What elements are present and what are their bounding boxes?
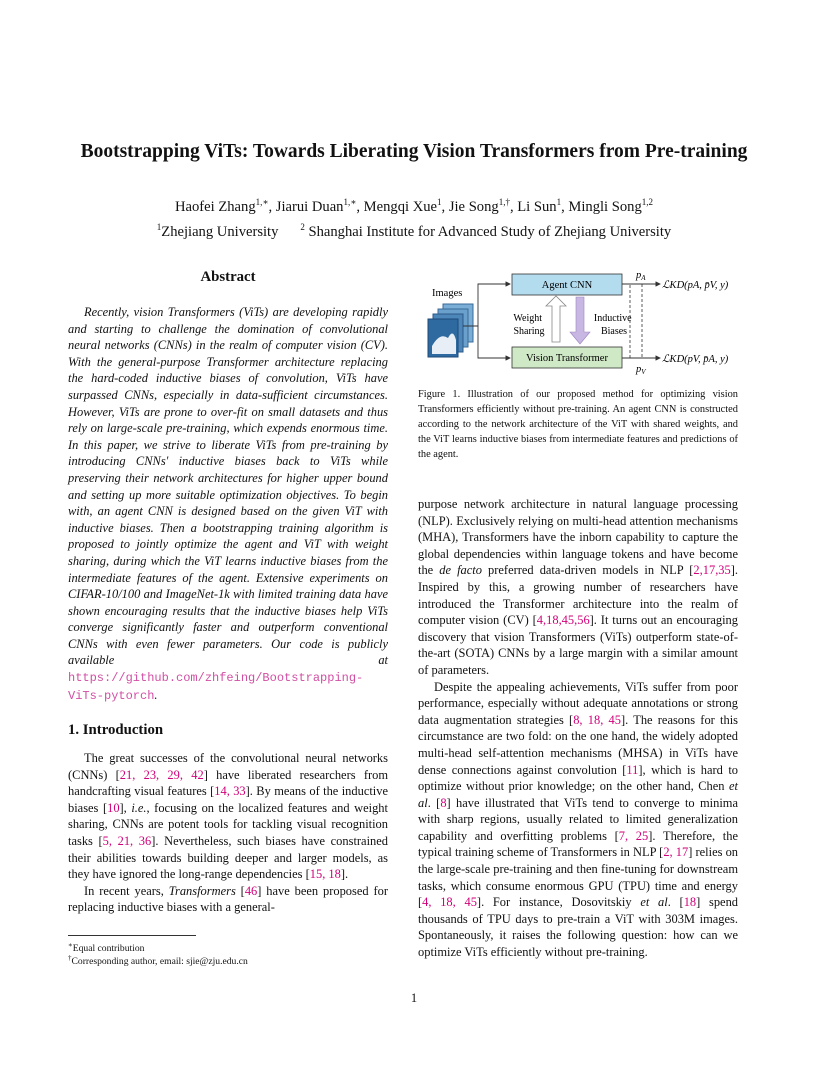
paragraph: Despite the appealing achievements, ViTs suffer from poor performance, especially without adequate annotations or strong data augmentation strategies [8, 18, 45]. The reasons for this circumstance are two fold: on the one hand, the widely adopted multi-head self-attention mechanisms (MHSA) in ViTs have dense connections against convolution [11], which is hard to optimize without prior knowledge; on the other hand, Chen et al. [8] have illustrated that ViTs tend to converge to minima with sharp regions, usually related to limited generalization capability and overfitting problems [7, 25]. Therefore, the typical training scheme of Transformers in NLP [2, 17] relies on the large-scale pre-training and then fine-tuning for downstream tasks, which consume enormous GPU (TPU) time and energy [4, 18, 45]. For instance, Dosovitskiy et al. [18] spend thousands of TPU days to pre-train a ViT with 303M images. Spontaneously, it raises the following question: how can we optimize ViTs efficiently without pre-training.	[418, 679, 739, 960]
intro-left-column	[68, 750, 388, 916]
paragraph: purpose network architecture in natural language processing (NLP). Exclusively relying on multi-head attention mechanisms (MHA), Transformers have the inborn capability to capture the global dependencies within language tokens and have become the de facto preferred data-driven models in NLP [2,17,35]. Inspired by this, a growing number of researchers have introduced the Transformer architecture into the realm of computer vision (CV) [4,18,45,56]. It turns out an encouraging discovery that vision Transformers (ViTs) outperform state-of-the-art (SOTA) CNNs by a large margin with a similar amount of parameters.	[418, 497, 738, 677]
citation-link[interactable]: 14, 33	[214, 784, 246, 799]
image-stack-icon	[428, 304, 473, 357]
loss-kd-vit: ℒKD(pV, p̄A, y)	[662, 354, 729, 365]
abstract-body: Recently, vision Transformers (ViTs) are developing rapidly and starting to challenge the domination of convolutional neural networks (CNNs) in the realm of computer vision (CV). With the general-purpose Transformer architecture replacing the hard-coded inductive biases of convolution, ViTs have surpassed CNNs, especially in data-sufficient circumstances. However, ViTs are prone to over-fit on small datasets and thus rely on large-scale pre-training, which expends enormous time. In this paper, we strive to liberate ViTs from pre-training by introducing CNNs' inductive biases back to ViTs while preserving their network architectures for higher upper bound and setting up more suitable optimization objectives. To begin with, an agent CNN is designed based on the given ViT with inductive biases. Then a bootstrapping training algorithm is proposed to jointly optimize the agent and ViT with weight sharing, during which the ViT learns inductive biases from the intermediate features of the agent. Extensive experiments on CIFAR-10/100 and ImageNet-1k with limited training data have shown encouraging results that the inductive biases help ViTs converge significantly faster and outperform conventional CNNs with even fewer parameters. Our code is publicly available at https://github.com/zhfeing/Bootstrapping-ViTs-pytorch.	[68, 305, 388, 703]
citation-link[interactable]: 15, 18	[309, 867, 341, 882]
weight-sharing-arrow	[546, 296, 566, 342]
paragraph: The great successes of the convolutional neural networks (CNNs) [21, 23, 29, 42] have liberated researchers from handcrafting visual features [14, 33]. By means of the inductive biases [10], i.e., focusing on the localized features and weight sharing, CNNs are potent tools for tackling visual recognition tasks [5, 21, 36]. Nevertheless, such biases have constrained their abilities towards building deeper and larger models, as they have ignored the long-range dependencies [15, 18].	[68, 751, 388, 882]
paper-title: Bootstrapping ViTs: Towards Liberating Vision Transformers from Pre-training	[80, 141, 748, 162]
paragraph: In recent years, Transformers [46] have been proposed for replacing inductive biases with a general-	[68, 883, 388, 915]
vision-transformer-label: Vision Transformer	[526, 353, 608, 364]
abstract-heading: Abstract	[200, 269, 256, 285]
affiliation-list	[40, 217, 788, 242]
page-number: 1	[410, 991, 418, 1005]
citation-link[interactable]: 11	[626, 762, 639, 777]
weight-sharing-label: Weight Sharing	[513, 313, 545, 337]
author-block	[40, 192, 788, 242]
author: Mengqi Xue$^1$	[363, 197, 442, 215]
pv-label: pV	[636, 364, 646, 376]
citation-link[interactable]: 5, 21, 36	[102, 833, 152, 848]
abstract-text: Recently, vision Transformers (ViTs) are developing rapidly and starting to challenge the domination of convolutional neural networks (CNNs) in the realm of computer vision (CV). With the general-purpose Transformer architecture replacing the hard-coded inductive biases of convolution, ViTs have surpassed CNNs, especially in data-sufficient circumstances. However, ViTs are prone to over-fit on small datasets and thus rely on large-scale pre-training, which expends enormous time. In this paper, we strive to liberate ViTs from pre-training by introducing CNNs' inductive biases back to ViTs while preserving their network architectures for higher upper bound and setting up more suitable optimization objectives. To begin with, an agent CNN is designed based on the given ViT with inductive biases. Then a bootstrapping training algorithm is proposed to jointly optimize the agent and ViT with weight sharing, during which the ViT learns inductive biases from the intermediate features of the agent. Extensive experiments on CIFAR-10/100 and ImageNet-1k with limited training data have shown encouraging results that the inductive biases help ViTs converge significantly faster and outperform conventional CNNs with even fewer parameters. Our code is publicly available at	[68, 305, 388, 668]
section-heading-introduction: 1. Introduction	[68, 722, 164, 738]
author: Jiarui Duan$^{1,∗}$	[275, 197, 357, 215]
citation-link[interactable]: 8, 18, 45	[573, 712, 621, 727]
footnote-divider	[68, 935, 196, 936]
citation-link[interactable]: 21, 23, 29, 42	[119, 767, 204, 782]
author: Haofei Zhang$^{1,∗}$	[174, 197, 269, 215]
images-label: Images	[432, 288, 463, 299]
citation-link[interactable]: 10	[107, 800, 120, 815]
footnote-equal-contribution: ∗Equal contribution	[68, 941, 145, 955]
footnote-corresponding-author: †Corresponding author, email: sjie@zju.edu.cn	[68, 954, 248, 968]
intro-right-column	[418, 496, 738, 961]
author-list: Haofei Zhang$^{1,∗}$, Jiarui Duan$^{1,∗}$, Mengqi Xue$^1$, Jie Song$^{1,\dagger}$, Li Sun$^1$, Mingli Song$^{1,2}$	[174, 197, 654, 215]
citation-link[interactable]: 2,17,35	[693, 563, 731, 578]
affiliation: $^1$Zhejiang University	[156, 221, 279, 240]
affiliation: $^2$ Shanghai Institute for Advanced Study of Zhejiang University	[300, 221, 672, 240]
citation-link[interactable]: 7, 25	[618, 828, 649, 843]
citation-link[interactable]: 18	[683, 895, 697, 910]
inductive-biases-label: Inductive Biases	[593, 313, 632, 337]
citation-link[interactable]: 4,18,45,56	[536, 613, 590, 628]
citation-link[interactable]: 4, 18, 45	[422, 895, 477, 910]
inductive-biases-arrow	[570, 297, 590, 344]
code-link[interactable]: https://github.com/zhfeing/Bootstrapping-ViTs-pytorch	[68, 671, 364, 703]
figure-1-diagram	[418, 266, 760, 376]
author: Jie Song$^{1,\dagger}$	[448, 197, 510, 215]
citation-link[interactable]: 8	[440, 795, 447, 810]
author: Li Sun$^1$	[517, 197, 562, 215]
author: Mingli Song$^{1,2}$	[568, 197, 654, 215]
citation-link[interactable]: 46	[244, 883, 258, 898]
figure-1-caption: Figure 1. Illustration of our proposed method for optimizing vision Transformers efficiently without pre-training. An agent CNN is constructed according to the network architecture of the ViT with shared weights, and the ViT learns inductive biases from intermediate features and predictions of the agent.	[418, 389, 738, 460]
loss-kd-agent: ℒKD(pA, p̄V, y)	[662, 280, 729, 291]
pa-label: pA	[636, 270, 646, 282]
agent-cnn-label: Agent CNN	[541, 280, 593, 291]
citation-link[interactable]: 2, 17	[663, 845, 689, 860]
